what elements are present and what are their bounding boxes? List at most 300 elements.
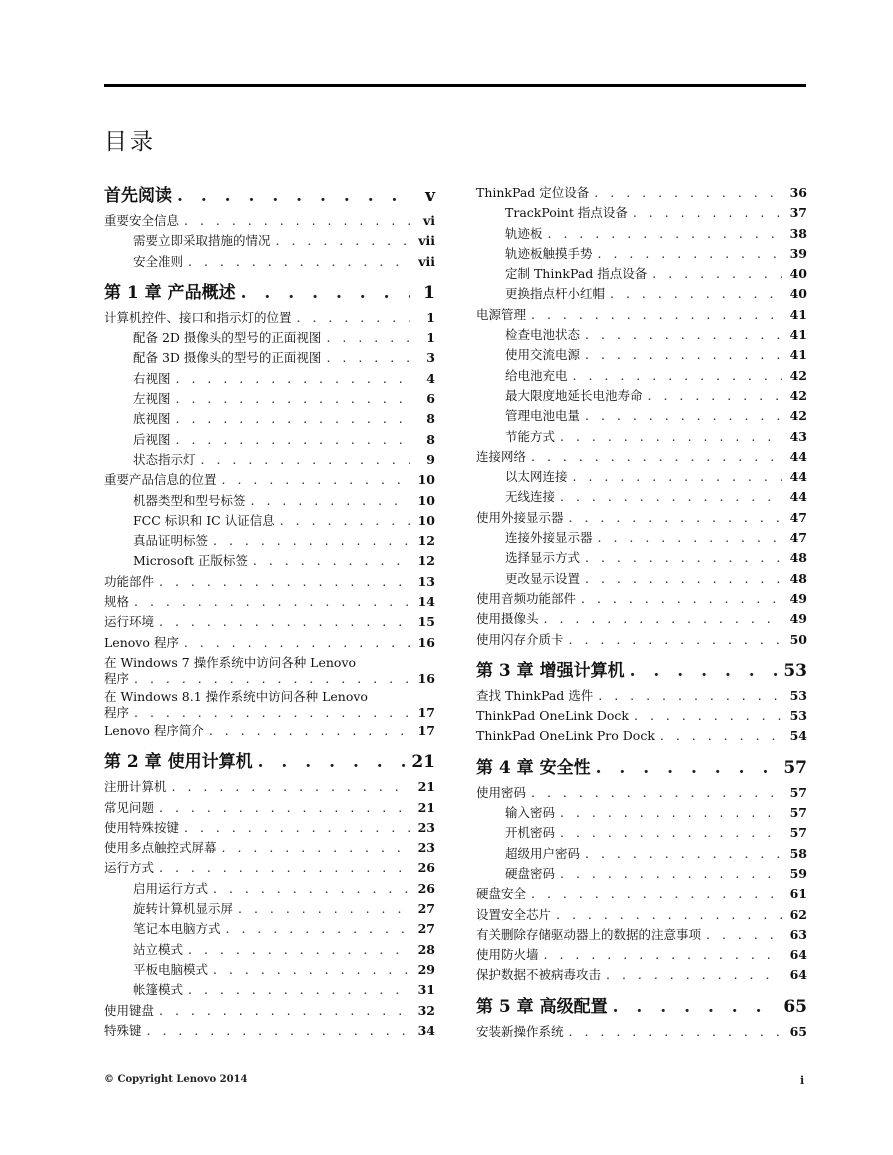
toc-entry-title: 注册计算机 (104, 779, 167, 795)
toc-subentry[interactable] (104, 940, 435, 960)
toc-subentry[interactable] (476, 803, 807, 823)
toc-entry[interactable] (104, 470, 435, 490)
toc-entry[interactable] (476, 925, 807, 945)
toc-entry-title: 保护数据不被病毒攻击 (476, 967, 602, 983)
toc-entry[interactable] (104, 308, 435, 328)
dot-leader (213, 879, 410, 899)
dot-leader (209, 721, 410, 741)
dot-leader (585, 569, 782, 589)
toc-entry-title: 使用特殊按键 (104, 819, 180, 835)
dot-leader (585, 345, 782, 365)
dot-leader (176, 369, 410, 389)
toc-subentry[interactable] (476, 528, 807, 548)
toc-entry-title: 重要安全信息 (104, 213, 180, 228)
toc-subentry[interactable] (104, 348, 435, 368)
toc-subentry[interactable] (104, 491, 435, 511)
toc-entry-title: 使用键盘 (104, 1002, 155, 1018)
toc-page-number: 21 (411, 752, 435, 773)
toc-page-number: 8 (426, 431, 435, 447)
dot-leader (222, 838, 410, 858)
toc-entry-title: 第 4 章 安全性 (476, 757, 591, 778)
dot-leader (159, 572, 410, 592)
dot-leader (159, 1001, 410, 1021)
toc-entry-title: 使用外接显示器 (476, 509, 564, 525)
toc-page-number: 6 (426, 391, 435, 407)
toc-entry-title: 配备 2D 摄像头的型号的正面视图 (133, 330, 322, 346)
toc-page-number: v (425, 186, 435, 206)
toc-page-number: 10 (417, 492, 435, 508)
toc-entry-title: Lenovo 程序 (104, 634, 179, 650)
toc-left-column (104, 183, 435, 1041)
toc-entry-title: ThinkPad 定位设备 (476, 185, 590, 200)
toc-entry-title: 在 Windows 8.1 操作系统中访问各种 Lenovo (104, 688, 368, 704)
toc-entry-title: 后视图 (133, 431, 171, 447)
dot-leader (544, 945, 782, 965)
toc-page-number: 40 (789, 286, 807, 302)
toc-entry[interactable] (476, 706, 807, 726)
toc-page-number: 57 (789, 825, 807, 841)
toc-subentry[interactable] (476, 386, 807, 406)
toc-entry-title: 连接外接显示器 (505, 530, 593, 546)
toc-page-number: 39 (789, 245, 807, 261)
dot-leader (134, 670, 410, 687)
dot-leader (594, 183, 782, 203)
dot-leader (581, 589, 782, 609)
toc-subentry[interactable] (104, 960, 435, 980)
toc-entry[interactable] (476, 183, 807, 203)
toc-page-number: 1 (423, 282, 435, 303)
toc-entry-title: 机器类型和型号标签 (133, 492, 246, 508)
toc-page-number: 42 (789, 387, 807, 403)
toc-entry[interactable] (104, 798, 435, 818)
toc-entry[interactable] (104, 687, 435, 721)
toc-page-number: 65 (783, 996, 807, 1017)
dot-leader (251, 491, 410, 511)
toc-entry[interactable] (476, 305, 807, 325)
toc-entry[interactable] (476, 686, 807, 706)
dot-leader (560, 823, 782, 843)
toc-entry-title: 第 5 章 高级配置 (476, 996, 608, 1017)
dot-leader (573, 366, 782, 386)
toc-entry-title: 常见问题 (104, 799, 155, 815)
dot-leader (184, 211, 410, 231)
toc-chapter[interactable] (104, 749, 435, 775)
toc-entry[interactable] (104, 653, 435, 687)
toc-entry-title: Microsoft 正版标签 (133, 553, 248, 569)
toc-entry-title: 在 Windows 7 操作系统中访问各种 Lenovo (104, 654, 357, 670)
toc-page-number: 16 (417, 670, 435, 686)
toc-subentry[interactable] (476, 548, 807, 568)
toc-page-number: 63 (789, 926, 807, 942)
toc-chapter[interactable] (476, 755, 807, 781)
toc-entry[interactable] (104, 858, 435, 878)
toc-subentry[interactable] (104, 511, 435, 531)
toc-entry[interactable] (476, 945, 807, 965)
toc-right-column (476, 183, 807, 1042)
page-number: i (800, 1074, 805, 1087)
toc-page-number: 12 (417, 533, 435, 549)
toc-subentry[interactable] (104, 450, 435, 470)
toc-entry[interactable] (104, 838, 435, 858)
dot-leader (222, 470, 410, 490)
dot-leader (213, 531, 410, 551)
toc-entry-title: 笔记本电脑方式 (133, 921, 221, 937)
toc-entry[interactable] (104, 818, 435, 838)
dot-leader (556, 905, 782, 925)
toc-page-number: 27 (417, 901, 435, 917)
toc-subentry[interactable] (476, 264, 807, 284)
toc-entry-title: 底视图 (133, 411, 171, 427)
dot-leader (548, 224, 782, 244)
toc-entry-title: 更换指点杆小红帽 (505, 286, 606, 302)
toc-page-number: 40 (789, 266, 807, 282)
toc-entry-title: 输入密码 (505, 805, 556, 821)
toc-subentry[interactable] (104, 369, 435, 389)
toc-page-number: 53 (789, 687, 807, 703)
dot-leader (544, 609, 782, 629)
toc-page-number: 57 (789, 784, 807, 800)
toc-subentry[interactable] (476, 244, 807, 264)
toc-page-number: 17 (417, 722, 435, 738)
toc-entry-title: 有关删除存储驱动器上的数据的注意事项 (476, 926, 702, 942)
toc-page-number: 21 (417, 799, 435, 815)
dot-leader (177, 183, 410, 209)
dot-leader (159, 798, 410, 818)
toc-page-number: 23 (417, 819, 435, 835)
toc-page-number: 23 (417, 840, 435, 856)
toc-page-number: 14 (417, 594, 435, 610)
toc-entry-title: 使用音频功能部件 (476, 590, 577, 606)
toc-entry-title: 平板电脑模式 (133, 961, 209, 977)
toc-subentry[interactable] (104, 919, 435, 939)
toc-entry[interactable] (476, 508, 807, 528)
dot-leader (188, 252, 410, 272)
dot-leader (258, 749, 407, 775)
dot-leader (188, 940, 410, 960)
dot-leader (598, 528, 782, 548)
toc-entry[interactable] (104, 572, 435, 592)
toc-entry-title: 查找 ThinkPad 选件 (476, 687, 594, 703)
toc-subentry[interactable] (476, 487, 807, 507)
dot-leader (598, 686, 782, 706)
toc-entry[interactable] (476, 726, 807, 746)
toc-page-number: 53 (789, 708, 807, 724)
toc-entry[interactable] (476, 965, 807, 985)
toc-entry-title: 电源管理 (476, 306, 527, 322)
toc-page-number: 43 (789, 428, 807, 444)
toc-page-number: 17 (417, 704, 435, 720)
dot-leader (184, 818, 410, 838)
dot-leader (253, 551, 410, 571)
toc-page-number: 49 (789, 590, 807, 606)
dot-leader (159, 612, 410, 632)
toc-entry-title: 硬盘密码 (505, 865, 556, 881)
toc-entry-title: 重要产品信息的位置 (104, 472, 217, 488)
toc-entry[interactable] (104, 633, 435, 653)
toc-page-number: 3 (426, 350, 435, 366)
toc-page-number: vi (422, 213, 435, 228)
dot-leader (598, 244, 782, 264)
toc-subentry[interactable] (476, 844, 807, 864)
dot-leader (241, 280, 410, 306)
toc-page-number: 54 (789, 728, 807, 744)
toc-subentry[interactable] (476, 325, 807, 345)
toc-entry-title: 使用摄像头 (476, 611, 539, 627)
toc-page-number: 26 (417, 880, 435, 896)
toc-entry-title-continued: 程序 (104, 670, 130, 686)
toc-page-number: 15 (417, 614, 435, 630)
dot-leader (560, 803, 782, 823)
dot-leader (706, 925, 782, 945)
dot-leader (201, 450, 410, 470)
toc-subentry[interactable] (104, 531, 435, 551)
dot-leader (297, 308, 410, 328)
toc-page-number: 57 (783, 757, 807, 778)
toc-entry-title: 使用密码 (476, 784, 527, 800)
toc-entry[interactable] (476, 447, 807, 467)
toc-page-number: 49 (789, 611, 807, 627)
toc-entry-title: 使用交流电源 (505, 347, 581, 363)
dot-leader (633, 203, 782, 223)
toc-subentry[interactable] (476, 864, 807, 884)
toc-entry-title: 检查电池状态 (505, 327, 581, 343)
toc-entry[interactable] (476, 783, 807, 803)
toc-entry[interactable] (104, 211, 435, 231)
dot-leader (176, 430, 410, 450)
toc-subentry[interactable] (476, 366, 807, 386)
dot-leader (585, 844, 782, 864)
dot-leader (134, 704, 410, 721)
toc-page-number: 12 (417, 553, 435, 569)
toc-entry-title: 左视图 (133, 391, 171, 407)
dot-leader (560, 864, 782, 884)
toc-entry-title: 第 2 章 使用计算机 (104, 752, 253, 773)
dot-leader (660, 726, 782, 746)
dot-leader (134, 592, 410, 612)
dot-leader (172, 777, 410, 797)
header-rule (104, 84, 806, 87)
toc-page-number: 1 (426, 330, 435, 346)
toc-page-number: 57 (789, 805, 807, 821)
dot-leader (573, 467, 782, 487)
toc-entry-title: 无线连接 (505, 489, 556, 505)
toc-entry-title: FCC 标识和 IC 认证信息 (133, 512, 275, 528)
toc-page-number: 48 (789, 550, 807, 566)
toc-page-number: vii (418, 253, 435, 269)
toc-entry-title: ThinkPad OneLink Dock (476, 708, 630, 724)
toc-subentry[interactable] (476, 823, 807, 843)
toc-entry-title: 启用运行方式 (133, 880, 209, 896)
toc-page-number: 42 (789, 408, 807, 424)
dot-leader (226, 919, 410, 939)
toc-entry-title: 需要立即采取措施的情况 (133, 233, 271, 249)
toc-page-number: 21 (417, 779, 435, 795)
toc-entry-title: 开机密码 (505, 825, 556, 841)
toc-page-number: 59 (789, 865, 807, 881)
dot-leader (531, 305, 782, 325)
toc-page-number: 4 (426, 370, 435, 386)
toc-entry-title: 以太网连接 (505, 469, 568, 485)
dot-leader (159, 858, 410, 878)
toc-entry-title: 使用防火墙 (476, 947, 539, 963)
toc-subentry[interactable] (476, 467, 807, 487)
dot-leader (569, 1022, 782, 1042)
toc-entry-title: 安全准则 (133, 253, 184, 269)
toc-entry-title: 定制 ThinkPad 指点设备 (505, 266, 648, 282)
dot-leader (585, 406, 782, 426)
dot-leader (147, 1021, 410, 1041)
toc-entry[interactable] (104, 592, 435, 612)
toc-entry-title: 右视图 (133, 370, 171, 386)
toc-subentry[interactable] (476, 203, 807, 223)
toc-page-number: 10 (417, 512, 435, 528)
toc-subentry[interactable] (104, 328, 435, 348)
toc-entry-title: 超级用户密码 (505, 845, 581, 861)
dot-leader (531, 447, 782, 467)
toc-entry[interactable] (104, 1001, 435, 1021)
toc-subentry[interactable] (476, 345, 807, 365)
toc-entry-title: 使用多点触控式屏幕 (104, 840, 217, 856)
toc-page-number: 10 (417, 472, 435, 488)
toc-entry-title: 运行环境 (104, 614, 155, 630)
toc-entry-title-continued: 程序 (104, 704, 130, 720)
dot-leader (560, 427, 782, 447)
toc-subentry[interactable] (476, 569, 807, 589)
toc-entry-title: ThinkPad OneLink Pro Dock (476, 728, 655, 744)
toc-entry-title: 首先阅读 (104, 186, 172, 206)
toc-subentry[interactable] (104, 231, 435, 251)
toc-entry[interactable] (476, 630, 807, 650)
toc-entry-title: 配备 3D 摄像头的型号的正面视图 (133, 350, 322, 366)
toc-page-number: 38 (789, 225, 807, 241)
toc-page-number: 8 (426, 411, 435, 427)
toc-entry-title: 轨迹板触摸手势 (505, 245, 593, 261)
toc-entry[interactable] (476, 884, 807, 904)
toc-page-number: 53 (783, 660, 807, 681)
toc-chapter[interactable] (476, 658, 807, 684)
toc-entry-title: 使用闪存介质卡 (476, 631, 564, 647)
toc-subentry[interactable] (104, 389, 435, 409)
toc-entry-title: 设置安全芯片 (476, 906, 552, 922)
toc-subentry[interactable] (476, 406, 807, 426)
toc-page-number: 42 (789, 367, 807, 383)
toc-entry[interactable] (104, 777, 435, 797)
toc-subentry[interactable] (104, 980, 435, 1000)
toc-entry-title: 站立模式 (133, 941, 184, 957)
dot-leader (652, 264, 782, 284)
toc-entry-title: 管理电池电量 (505, 408, 581, 424)
toc-entry-title: 硬盘安全 (476, 886, 527, 902)
dot-leader (634, 706, 782, 726)
toc-subentry[interactable] (104, 899, 435, 919)
dot-leader (648, 386, 782, 406)
toc-subentry[interactable] (104, 409, 435, 429)
toc-chapter[interactable] (104, 280, 435, 306)
toc-entry-title: 节能方式 (505, 428, 556, 444)
toc-entry-title: 规格 (104, 594, 130, 610)
toc-subentry[interactable] (476, 427, 807, 447)
toc-entry-title: 安装新操作系统 (476, 1023, 564, 1039)
toc-subentry[interactable] (476, 224, 807, 244)
toc-subentry[interactable] (104, 430, 435, 450)
dot-leader (213, 960, 410, 980)
toc-entry-title: 特殊键 (104, 1022, 142, 1038)
toc-page-number: 64 (789, 967, 807, 983)
toc-page-number: 32 (417, 1002, 435, 1018)
toc-entry-title: 功能部件 (104, 573, 155, 589)
toc-entry-title: 状态指示灯 (133, 451, 196, 467)
toc-page-number: 16 (417, 634, 435, 650)
toc-page-number: 48 (789, 570, 807, 586)
toc-entry[interactable] (476, 905, 807, 925)
toc-entry[interactable] (476, 589, 807, 609)
toc-page-number: 1 (426, 309, 435, 325)
toc-page-number: vii (418, 233, 435, 249)
toc-page-number: 50 (789, 631, 807, 647)
toc-entry[interactable] (476, 1022, 807, 1042)
toc-page-number: 62 (789, 906, 807, 922)
toc-entry[interactable] (104, 1021, 435, 1041)
toc-page-number: 36 (789, 185, 807, 200)
toc-entry[interactable] (104, 721, 435, 741)
toc-entry-title: TrackPoint 指点设备 (505, 205, 628, 221)
dot-leader (326, 328, 410, 348)
toc-page-number: 58 (789, 845, 807, 861)
toc-entry-title: 选择显示方式 (505, 550, 581, 566)
toc-page-number: 9 (426, 451, 435, 467)
toc-page-number: 47 (789, 509, 807, 525)
toc-entry-title: 最大限度地延长电池寿命 (505, 387, 643, 403)
dot-leader (606, 965, 782, 985)
toc-entry-title: 连接网络 (476, 448, 527, 464)
toc-entry[interactable] (104, 612, 435, 632)
toc-entry[interactable] (476, 609, 807, 629)
toc-entry-title: 帐篷模式 (133, 982, 184, 998)
toc-entry-title: 第 1 章 产品概述 (104, 282, 236, 303)
toc-subentry[interactable] (104, 879, 435, 899)
dot-leader (176, 409, 410, 429)
toc-page-number: 44 (789, 469, 807, 485)
dot-leader (585, 548, 782, 568)
dot-leader (569, 508, 782, 528)
dot-leader (326, 348, 410, 368)
toc-subentry[interactable] (104, 252, 435, 272)
toc-page-number: 44 (789, 489, 807, 505)
dot-leader (613, 994, 779, 1020)
toc-entry-title: 给电池充电 (505, 367, 568, 383)
toc-entry-title: 轨迹板 (505, 225, 543, 241)
toc-entry-title: 更改显示设置 (505, 570, 581, 586)
toc-page-number: 41 (789, 327, 807, 343)
dot-leader (630, 658, 779, 684)
dot-leader (610, 284, 782, 304)
toc-page-number: 64 (789, 947, 807, 963)
toc-page-number: 41 (789, 347, 807, 363)
dot-leader (238, 899, 410, 919)
toc-page-number: 47 (789, 530, 807, 546)
toc-subentry[interactable] (104, 551, 435, 571)
toc-subentry[interactable] (476, 284, 807, 304)
toc-page-number: 37 (789, 205, 807, 221)
dot-leader (569, 630, 782, 650)
toc-chapter[interactable] (476, 994, 807, 1020)
toc-page-number: 13 (417, 573, 435, 589)
toc-entry-title: 计算机控件、接口和指示灯的位置 (104, 309, 292, 325)
toc-chapter[interactable] (104, 183, 435, 209)
toc-page-number: 27 (417, 921, 435, 937)
toc-entry-title: 运行方式 (104, 860, 155, 876)
toc-page-number: 65 (789, 1023, 807, 1039)
